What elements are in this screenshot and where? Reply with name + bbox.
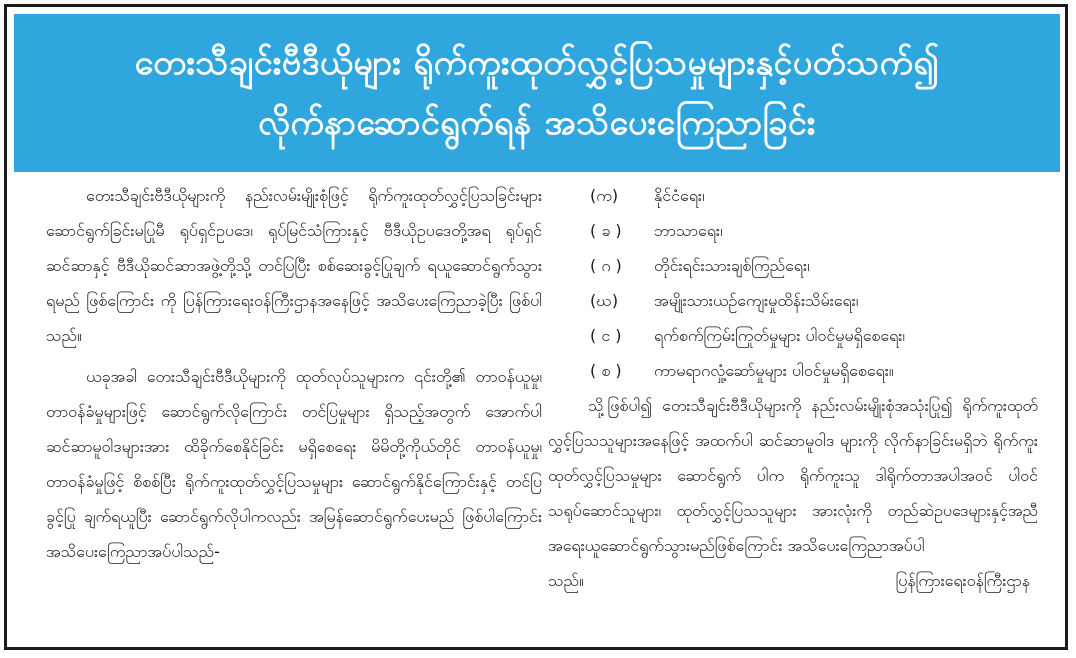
list-item-text: အမျိုးသားယဉ်ကျေးမှုထိန်းသိမ်းရေး၊ (654, 291, 859, 310)
issuer-signature: ပြန်ကြားရေးဝန်ကြီးဌာန (895, 571, 1030, 590)
censorship-policy-list (548, 178, 1038, 388)
paragraph-1: တေးသီချင်းဗီဒီယိုများကို နည်းလမ်းမျိုးစုံဖြင့် ရိုက်ကူးထုတ်လွှင့်ပြသခြင်းများ ဆောင်ရွက်ခြင်းမပြုမီ ရုပ်ရှင်ဥပဒေ၊ ရုပ်မြင်သံကြားနှင့် ဗီဒီယိုဥပဒေတို့အရ ရုပ်ရှင်ဆင်ဆာနှင့် ဗီဒီယိုဆင်ဆာအဖွဲ့တို့သို့ တင်ပြပြီး စစ်ဆေးခွင့်ပြုချက် ရယူဆောင်ရွက်သွားရမည် ဖြစ်ကြောင်း ကို ပြန်ကြားရေးဝန်ကြီးဌာနအနေဖြင့် အသိပေးကြေညာခဲ့ပြီး ဖြစ်ပါ သည်။ (46, 186, 542, 345)
title-line-2: လိုက်နာဆောင်ရွက်ရန် အသိပေးကြေညာခြင်း (258, 103, 816, 143)
list-marker: (က) (590, 186, 619, 205)
list-item (590, 213, 1038, 248)
list-marker: ( ဂ ) (590, 256, 622, 275)
list-item-text: ဘာသာရေး၊ (654, 221, 723, 240)
notice-title-banner (14, 14, 1060, 172)
list-marker: ( ခ ) (590, 221, 622, 240)
list-item-text: နိုင်ငံရေး၊ (654, 186, 705, 205)
list-marker: (ဃ) (590, 291, 619, 310)
list-marker: ( စ ) (590, 361, 622, 380)
list-marker: ( င ) (590, 326, 622, 345)
list-item-text: ရက်စက်ကြမ်းကြုတ်မှုများ ပါဝင်မှုမရှိစေရေး၊ (654, 326, 905, 345)
paragraph-3: သို့ဖြစ်ပါ၍ တေးသီချင်းဗီဒီယိုများကို နည်းလမ်းမျိုးစုံအသုံးပြု၍ ရိုက်ကူးထုတ်လွှင့်ပြသသူများအနေဖြင့် အထက်ပါ ဆင်ဆာမူဝါဒ များကို လိုက်နာခြင်းမရှိဘဲ ရိုက်ကူးထုတ်လွှင့်ပြသမှုများ ဆောင်ရွက် ပါက ရိုက်ကူးသူ ဒါရိုက်တာအပါအဝင် ပါဝင်သရုပ်ဆောင်သူများ၊ ထုတ်လွှင့်ပြသသူများ အားလုံးကို တည်ဆဲဥပဒေများနှင့်အညီ အရေးယူဆောင်ရွက်သွားမည်ဖြစ်ကြောင်း အသိပေးကြေညာအပ်ပါ (548, 396, 1038, 555)
title-line-1: တေးသီချင်းဗီဒီယိုများ ရိုက်ကူးထုတ်လွှင့်ပြသမှုများနှင့်ပတ်သက်၍ (134, 43, 940, 83)
list-item (590, 353, 1038, 388)
paragraph-2: ယခုအခါ တေးသီချင်းဗီဒီယိုများကို ထုတ်လုပ်သူများက ၎င်းတို့၏ တာဝန်ယူမှု၊ တာဝန်ခံမှုများဖြင့် ဆောင်ရွက်လိုကြောင်း တင်ပြမှုများ ရှိသည့်အတွက် အောက်ပါဆင်ဆာမူဝါဒများအား ထိခိုက်စေနိုင်ခြင်း မရှိစေရေး မိမိတို့ကိုယ်တိုင် တာဝန်ယူမှု၊ တာဝန်ခံမှုဖြင့် စိစစ်ပြီး ရိုက်ကူးထုတ်လွှင့်ပြသမှုများ ဆောင်ရွက်နိုင်ကြောင်းနှင့် တင်ပြခွင့်ပြု ချက်ရယူပြီး ဆောင်ရွက်လိုပါကလည်း အမြန်ဆောင်ရွက်ပေးမည် ဖြစ်ပါကြောင်း အသိပေးကြေညာအပ်ပါသည်- (46, 367, 542, 561)
list-item-text: ကာမရာဂလှုံ့ဆော်မှုများ ပါဝင်မှုမရှိစေရေး။ (654, 361, 894, 380)
list-item (590, 178, 1038, 213)
list-item-text: တိုင်းရင်းသားချစ်ကြည်ရေး၊ (654, 256, 810, 275)
list-item (590, 248, 1038, 283)
closing-line (548, 563, 1038, 598)
list-item (590, 283, 1038, 318)
left-column (46, 178, 542, 569)
list-item (590, 318, 1038, 353)
paragraph-3-end: သည်။ (548, 571, 584, 590)
right-column (548, 178, 1038, 598)
